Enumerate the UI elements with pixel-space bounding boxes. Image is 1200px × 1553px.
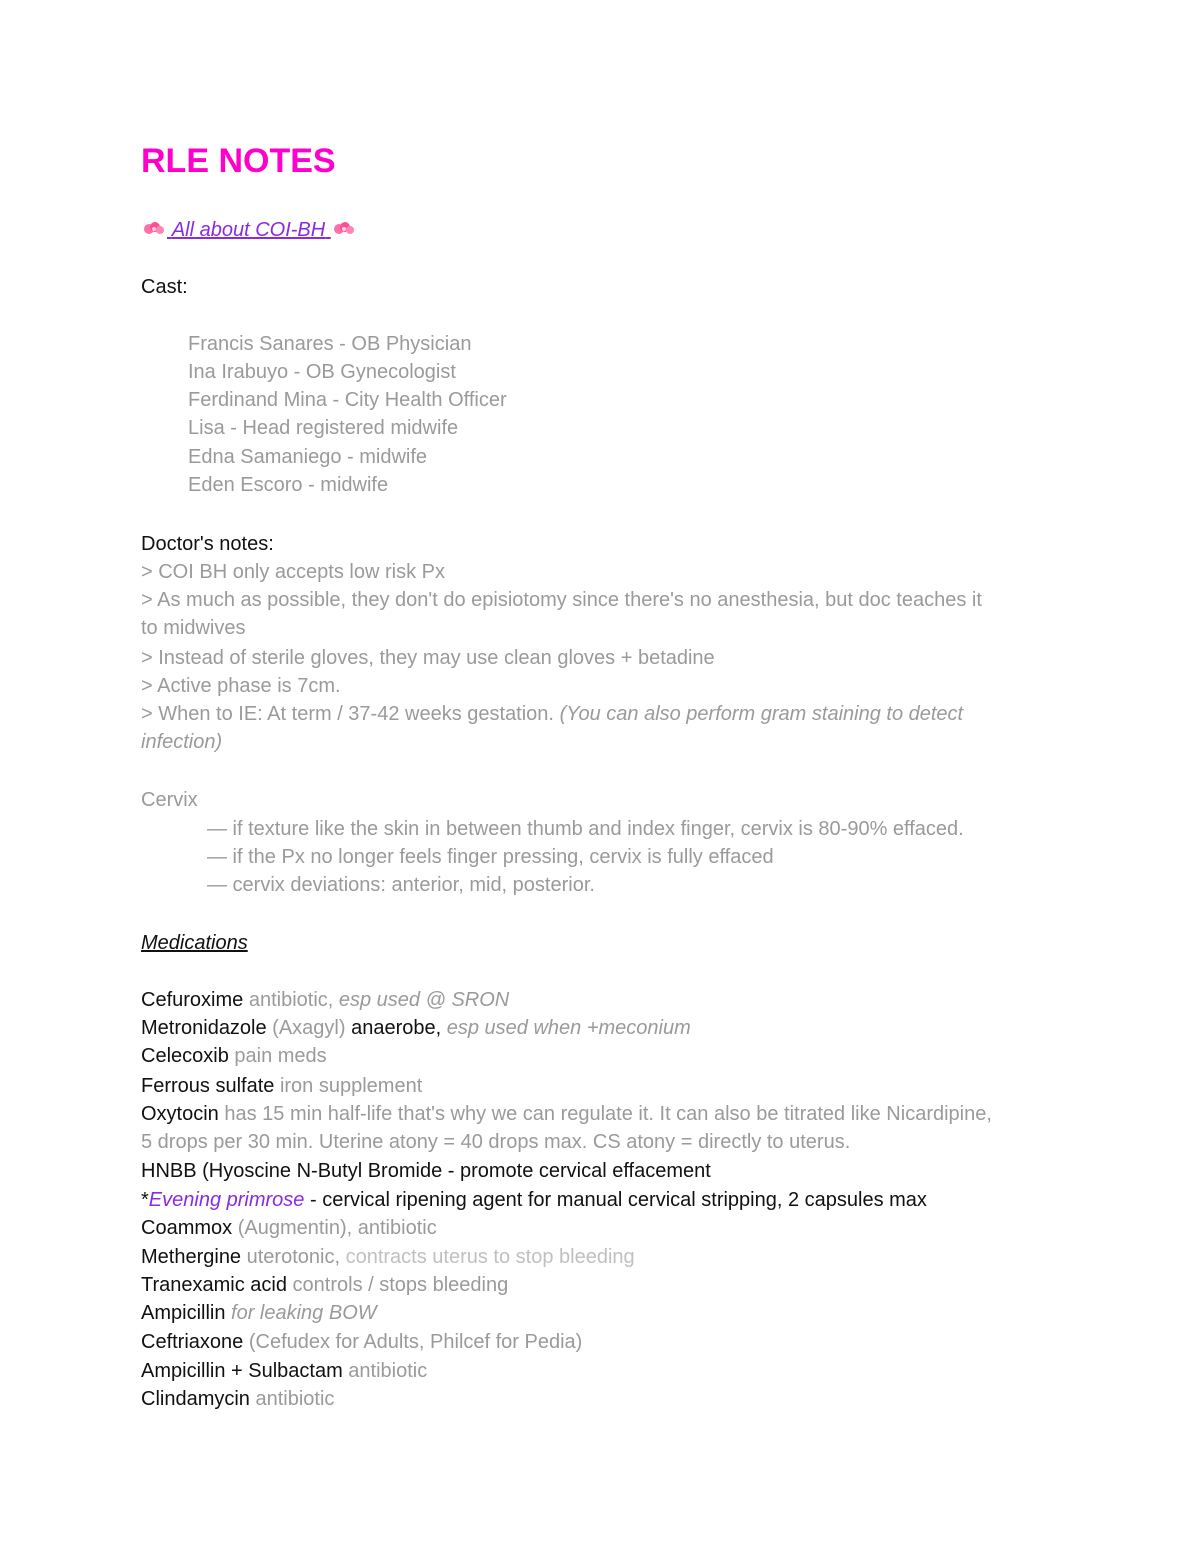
- med-desc: (Cefudex for Adults, Philcef for Pedia): [243, 1331, 583, 1353]
- cast-item: Francis Sanares - OB Physician: [188, 333, 472, 355]
- med-star: *: [141, 1189, 149, 1211]
- cast-label: Cast:: [141, 276, 188, 298]
- doctor-note: > COI BH only accepts low risk Px: [141, 561, 445, 583]
- doctors-notes-label: Doctor's notes:: [141, 533, 274, 555]
- med-desc: uterotonic,: [241, 1246, 346, 1268]
- med-note: contracts uterus to stop bleeding: [345, 1246, 635, 1268]
- doctor-note: > Active phase is 7cm.: [141, 675, 341, 697]
- doctor-note: to midwives: [141, 617, 246, 639]
- med-item: [141, 1186, 927, 1214]
- subtitle-text: All about COI-BH: [171, 219, 326, 241]
- cast-item: Ferdinand Mina - City Health Officer: [188, 389, 507, 411]
- med-desc: , antibiotic: [346, 1217, 437, 1239]
- med-desc: has 15 min half-life that's why we can regulate it. It can also be titrated like Nicardipine,: [218, 1103, 992, 1125]
- cervix-label: Cervix: [141, 789, 198, 811]
- med-name: Coammox: [141, 1217, 233, 1239]
- doctor-note: > Instead of sterile gloves, they may use clean gloves + betadine: [141, 647, 715, 669]
- med-item: [141, 1014, 691, 1042]
- med-note: esp used @ SRON: [338, 989, 510, 1011]
- doctor-note-italic: (You can also perform gram staining to detect: [559, 703, 964, 725]
- cast-item: Ina Irabuyo - OB Gynecologist: [188, 361, 456, 383]
- cherry-blossom-icon: [331, 220, 357, 238]
- med-name: Methergine: [141, 1246, 242, 1268]
- med-item: [141, 1357, 427, 1385]
- cast-item: Eden Escoro - midwife: [188, 474, 389, 496]
- medications-heading: Medications: [141, 932, 248, 954]
- med-item: [141, 1100, 992, 1128]
- med-name: Evening primrose: [148, 1189, 305, 1211]
- med-desc: anaerobe,: [351, 1017, 447, 1039]
- med-desc-continued: 5 drops per 30 min. Uterine atony = 40 drops max. CS atony = directly to uterus.: [141, 1131, 851, 1153]
- med-item: [141, 1271, 508, 1299]
- cervix-item: — if the Px no longer feels finger pressing, cervix is fully effaced: [207, 846, 774, 868]
- med-desc: antibiotic: [249, 1388, 335, 1410]
- cervix-item: — if texture like the skin in between thumb and index finger, cervix is 80-90% effaced.: [207, 818, 964, 840]
- cast-item: Edna Samaniego - midwife: [188, 446, 428, 468]
- med-name: Tranexamic acid: [141, 1274, 287, 1296]
- med-item: HNBB (Hyoscine N-Butyl Bromide - promote cervical effacement: [141, 1160, 711, 1182]
- med-desc: pain meds: [228, 1045, 327, 1067]
- med-note: esp used when +meconium: [446, 1017, 691, 1039]
- med-name: Metronidazole: [141, 1017, 267, 1039]
- section-subtitle: [141, 217, 357, 243]
- med-desc: antibiotic: [342, 1360, 428, 1382]
- page-title: RLE NOTES: [141, 142, 336, 180]
- med-name: Clindamycin: [141, 1388, 250, 1410]
- med-desc: antibiotic,: [243, 989, 339, 1011]
- med-note: for leaking BOW: [225, 1302, 377, 1324]
- med-name: Oxytocin: [141, 1103, 219, 1125]
- med-item: [141, 1042, 327, 1070]
- med-item: [141, 1328, 582, 1356]
- cervix-item: — cervix deviations: anterior, mid, posterior.: [207, 874, 595, 896]
- cast-item: Lisa - Head registered midwife: [188, 417, 459, 439]
- med-name: Ceftriaxone: [141, 1331, 244, 1353]
- med-item: [141, 986, 509, 1014]
- med-name: Celecoxib: [141, 1045, 229, 1067]
- cherry-blossom-icon: [141, 220, 167, 238]
- med-name: Ampicillin + Sulbactam: [141, 1360, 343, 1382]
- med-item: [141, 1299, 377, 1327]
- doctor-note-italic: infection): [141, 731, 223, 753]
- doctor-note: [141, 700, 963, 728]
- med-item: [141, 1385, 334, 1413]
- med-name: Cefuroxime: [141, 989, 244, 1011]
- med-item: [141, 1243, 635, 1271]
- med-desc: controls / stops bleeding: [286, 1274, 509, 1296]
- doctor-note: > As much as possible, they don't do episiotomy since there's no anesthesia, but doc teaches it: [141, 589, 982, 611]
- med-item: [141, 1072, 422, 1100]
- med-alt: (Augmentin): [232, 1217, 347, 1239]
- med-desc: iron supplement: [274, 1075, 423, 1097]
- med-name: Ampicillin: [141, 1302, 226, 1324]
- med-name: Ferrous sulfate: [141, 1075, 275, 1097]
- med-item: [141, 1214, 437, 1242]
- doctor-note-text: > When to IE: At term / 37-42 weeks gestation.: [141, 703, 554, 725]
- med-alt: (Axagyl): [266, 1017, 352, 1039]
- med-desc: - cervical ripening agent for manual cervical stripping, 2 capsules max: [304, 1189, 927, 1211]
